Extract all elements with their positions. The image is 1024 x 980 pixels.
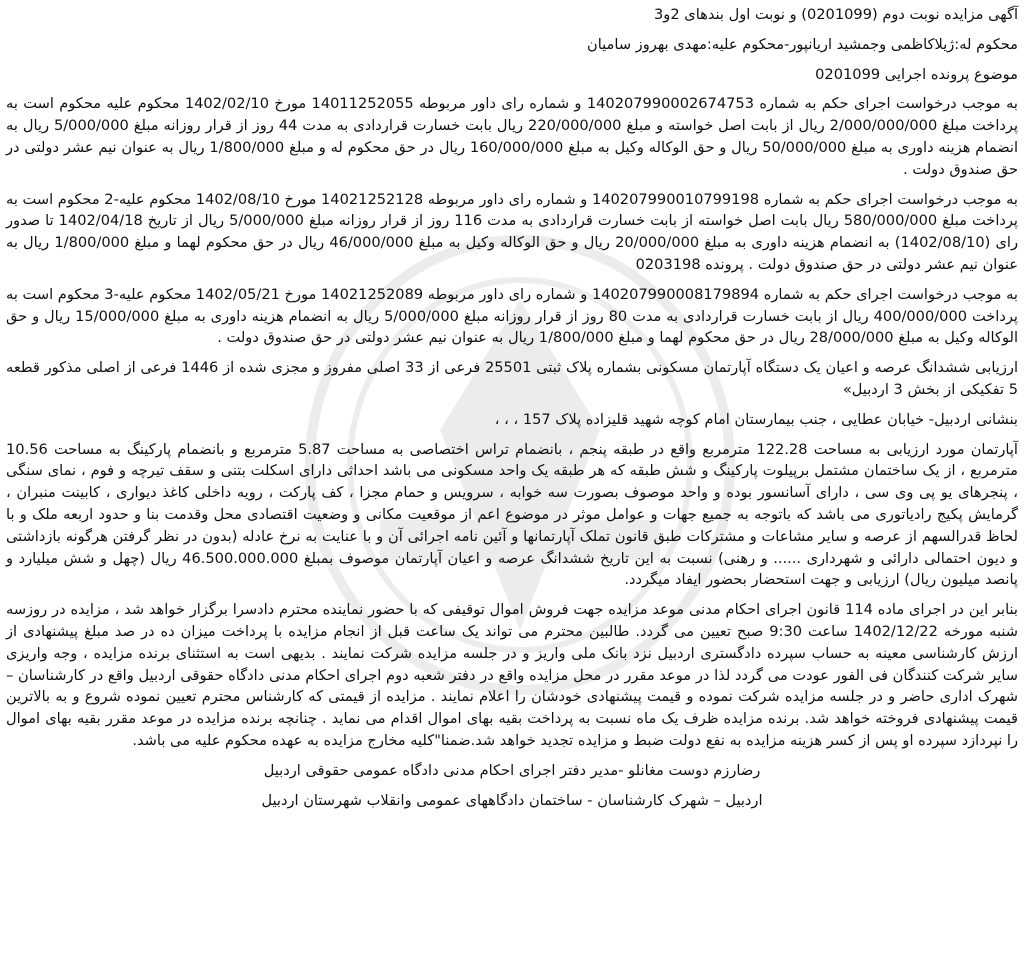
- case-subject: موضوع پرونده اجرایی 0201099: [815, 65, 1018, 83]
- paragraph-property-description: آپارتمان مورد ارزیابی به مساحت 122.28 مترمربع واقع در طبقه پنجم ، بانضمام تراس اختصاصی به مساحت 5.87 مترمربع و بانضمام پارکینگ به مساحت 10.56 مترمربع ، از یک ساختمان مشتمل برپیلوت پارکینگ و شش طبقه که هر طبقه یک واحد مسکونی می باشد احداثی دارای اسکلت بتنی و سقف تیرچه و فوم ، نمای سنگی ، پنجرهای یو پی وی سی ، دارای آسانسور بوده و واحد موصوف بصورت سه خوابه ، سرویس و حمام مجزا ، کف پارکت ، رویه داخلی کاغذ دیواری ، کابینت منبران ، گرمایش پکیج رادیاتوری می باشد که باتوجه به جمیع جهات و عوامل موثر در موضوع اعم از موقعیت مکانی و وضعیت اقتصادی محل وقدمت بنا و حدود اربعه ملک و با لحاظ قدرالسهم از عرصه و سایر مشاعات و مشترکات طبق قانون تملک آپارتمانها و آئین نامه اجرائی آن و با عنایت به نرخ عادله (بدون در نظر گرفتن هرگونه بازداشتی و دیون احتمالی دارائی و شهرداری ...... و رهنی) نسبت به این تاریخ ششدانگ عرصه و اعیان آپارتمان موصوف بمبلغ 46.500.000.000 ریال (چهل و شش میلیارد و پانصد میلیون ریال) ارزیابی و جهت استحضار بحضور ایفاد میگردد.: [6, 440, 1018, 589]
- paragraph-judgment-1: به موجب درخواست اجرای حکم به شماره 140207990002674753 و شماره رای داور مربوطه 14011252055 مورخ 1402/02/10 محکوم علیه محکوم است به پرداخت مبلغ 2/000/000/000 ریال از بابت اصل خواسته و مبلغ 220/000/000 ریال بابت خسارت قراردادی به مدت 44 روز از قرار روزانه مبلغ 5/000/000 ریال به انضمام هزینه داوری به مبلغ 50/000/000 ریال و حق الوکاله وکیل به مبلغ 160/000/000 ریال در حق محکوم له و مبلغ 1/800/000 ریال به عنوان نیم عشر دولتی در حق صندوق دولت .: [6, 95, 1019, 178]
- paragraph-property-address: بنشانی اردبیل- خیابان عطایی ، جنب بیمارستان امام کوچه شهید قلیزاده پلاک 157 ، ، ،: [494, 410, 1018, 428]
- paragraph-property-appraisal: ارزیابی ششدانگ عرصه و اعیان یک دستگاه آپارتمان مسکونی بشماره پلاک ثبتی 25501 فرعی از 33 اصلی مفروز و مجزی شده از 1446 فرعی از اصلی مذکور قطعه 5 تفکیکی از بخش 3 اردبیل»: [6, 359, 1018, 398]
- paragraph-judgment-3: به موجب درخواست اجرای حکم به شماره 140207990008179894 و شماره رای داور مربوطه 14021252089 مورخ 1402/05/21 محکوم علیه-3 محکوم است به پرداخت 400/000/000 ریال از بابت خسارت قراردادی به مدت 80 روز از قرار روزانه مبلغ 5/000/000 ریال به انضمام هزینه داوری به مبلغ 15/000/000 ریال و حق الوکاله وکیل به مبلغ 28/000/000 ریال در حق محکوم لهما و مبلغ 1/800/000 ریال به عنوان نیم عشر دولتی در حق صندوق دولت .: [6, 285, 1018, 347]
- address-footer: اردبیل – شهرک کارشناسان - ساختمان دادگاههای عمومی وانقلاب شهرستان اردبیل: [261, 791, 763, 809]
- paragraph-judgment-2: به موجب درخواست اجرای حکم به شماره 140207990010799198 و شماره رای داور مربوطه 14021252128 مورخ 1402/08/10 محکوم علیه-2 محکوم است به پرداخت مبلغ 580/000/000 ریال بابت اصل خواسته از بابت خسارت قراردادی به مدت 116 روز از قرار روزانه مبلغ 5/000/000 ریال از تاریخ 1402/04/18 تا صدور رای (1402/08/10) به انضمام هزینه داوری به مبلغ 20/000/000 ریال و حق الوکاله وکیل به مبلغ 46/000/000 ریال در حق محکوم لهما و مبلغ 1/800/000 ریال به عنوان نیم عشر دولتی در حق صندوق دولت . پرونده 0203198: [6, 190, 1019, 273]
- notice-title: آگهی مزایده نوبت دوم (0201099) و نوبت اول بندهای 2و3: [654, 6, 1018, 23]
- parties-line: محکوم له:ژیلاکاظمی وجمشید اریانپور-محکوم علیه:مهدی بهروز سامیان: [586, 35, 1018, 53]
- paragraph-auction-terms: بنابر این در اجرای ماده 114 قانون اجرای احکام مدنی موعد مزایده جهت فروش اموال توقیفی که با حضور نماینده محترم دادسرا برگزار خواهد شد ، مزایده در روزسه شنبه مورخه 1402/12/22 ساعت 9:30 صبح تعیین می گردد. طالبین محترم می تواند یک ساعت قبل از انجام مزایده با پرداخت میزان ده در صد مبلغ پیشنهادی از ارزش کارشناسی معینه به حساب سپرده دادگستری اردبیل نزد بانک ملی واریز و در جلسه مزایده شرکت نمایند . بدیهی است به استثنای برنده مزایده ، وجه واریزی سایر شرکت کنندگان فی الفور عودت می گردد لذا در موعد مقرر در محل مزایده واقع در دفتر شعبه دوم اجرای احکام مدنی دادگاه حقوقی اردبیل واقع در کارشناسان – شهرک اداری حاضر و در جلسه مزایده شرکت نموده و قیمت پیشنهادی خودشان را اعلام نمایند . مزایده از قیمتی که کارشناس محترم تعیین نموده شروع و به بالاترین قیمت پیشنهادی فروخته خواهد شد. برنده مزایده ظرف یک ماه نسبت به پرداخت بقیه بهای اموال اقدام می نماید . چنانچه برنده مزایده در موعد مقرر بقیه بهای اموال را نپردازد سپرده او پس از کسر هزینه مزایده به نفع دولت ضبط و مزایده تجدید خواهد شد.ضمنا"کلیه مخارج مزایده به عهده محکوم علیه می باشد.: [6, 601, 1018, 749]
- signature-line: رضارزم دوست مغانلو -مدیر دفتر اجرای احکام مدنی دادگاه عمومی حقوقی اردبیل: [263, 761, 761, 779]
